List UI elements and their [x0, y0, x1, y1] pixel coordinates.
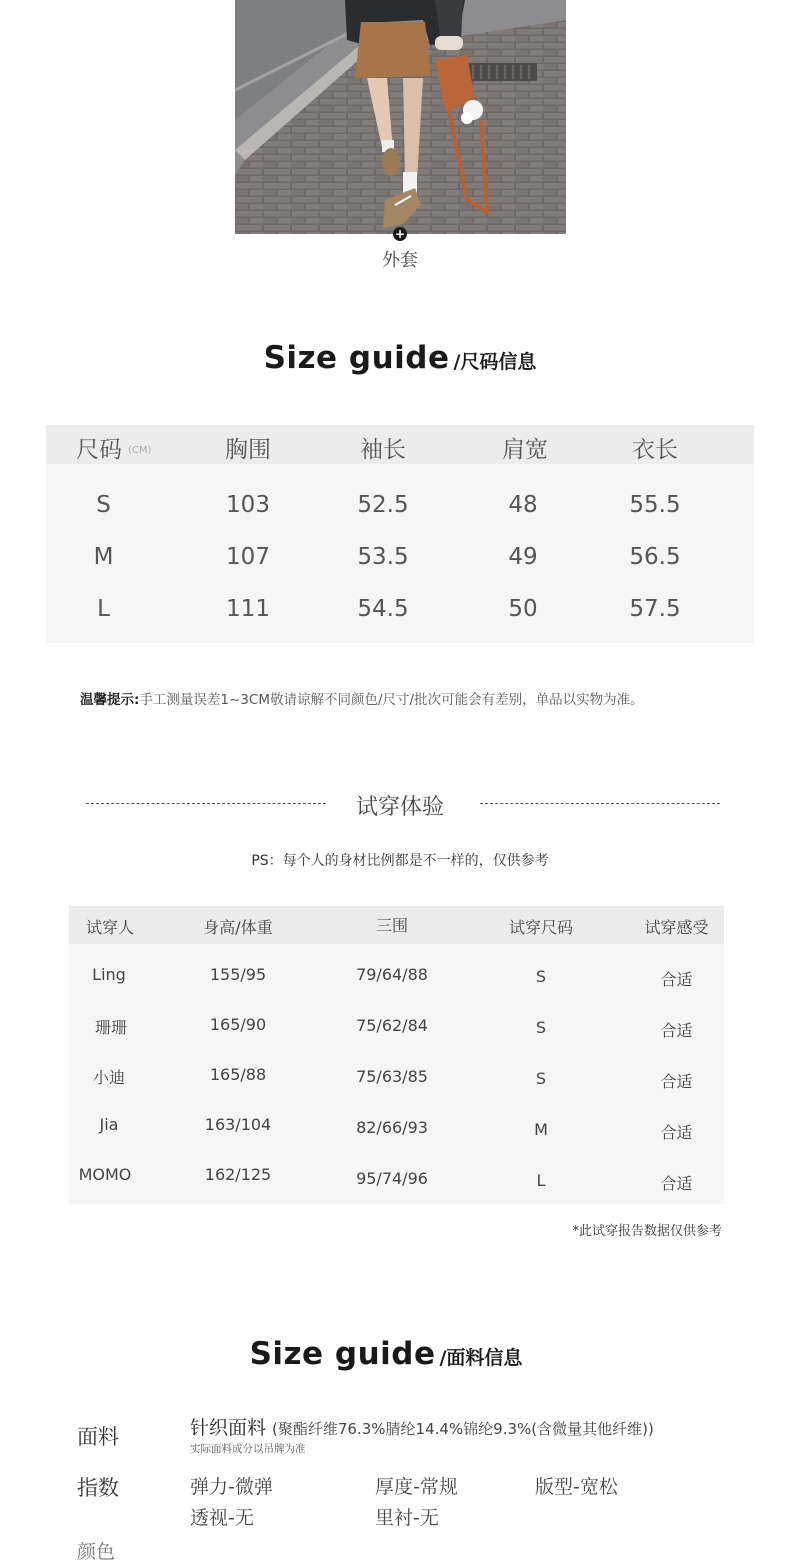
table-cell: 49 [508, 544, 538, 570]
table-cell: 55.5 [629, 492, 681, 518]
tryon-header-person: 试穿人 [85, 918, 134, 937]
table-cell: 111 [226, 596, 270, 622]
fabric-name: 针织面料 [190, 1417, 267, 1439]
tryon-table [69, 906, 724, 1204]
fabric-label: 面料 [77, 1425, 119, 1449]
fabric-name-row [190, 1413, 654, 1440]
table-cell: 75/63/85 [356, 1067, 428, 1086]
table-cell: Ling [92, 965, 126, 984]
table-cell: M [93, 544, 114, 570]
unit-label: (CM) [128, 445, 152, 456]
table-cell: S [535, 1069, 547, 1088]
size-guide-title-big: Size guide [263, 340, 450, 376]
plus-icon[interactable]: + [394, 227, 406, 241]
tryon-header-feel: 试穿感受 [644, 918, 709, 937]
fabric-composition: (聚酯纤维76.3%腈纶14.4%锦纶9.3%(含微量其他纤维)) [272, 1420, 654, 1438]
size-chart-header-size [76, 431, 196, 464]
size-chart-header-shoulder: 肩宽 [502, 437, 548, 463]
table-cell: 155/95 [209, 965, 267, 984]
table-cell: 79/64/88 [356, 965, 428, 984]
table-cell: L [97, 596, 110, 622]
table-cell: 珊珊 [94, 1018, 127, 1037]
table-cell: 103 [226, 492, 270, 518]
table-cell: 56.5 [629, 544, 681, 570]
table-cell: 48 [508, 492, 538, 518]
table-cell: 合适 [660, 1072, 693, 1091]
table-cell: S [535, 1018, 547, 1037]
fabric-note: 实际面料成分以吊牌为准 [190, 1443, 306, 1455]
tryon-header-measurements: 三围 [375, 916, 408, 935]
tryon-note: PS：每个人的身材比例都是不一样的，仅供参考 [251, 853, 549, 869]
index-lining: 里衬-无 [375, 1507, 439, 1529]
table-cell: 165/90 [209, 1015, 267, 1034]
index-fit: 版型-宽松 [535, 1476, 618, 1498]
index-thickness: 厚度-常规 [375, 1476, 458, 1498]
tryon-footnote: *此试穿报告数据仅供参考 [572, 1224, 722, 1239]
table-cell: 163/104 [204, 1115, 272, 1134]
tryon-header-size: 试穿尺码 [508, 918, 573, 937]
table-cell: 合适 [660, 1123, 693, 1142]
size-guide-title [0, 340, 800, 376]
table-cell: 165/88 [209, 1065, 267, 1084]
divider-right [480, 803, 720, 804]
table-cell: 95/74/96 [356, 1169, 428, 1188]
table-cell: 75/62/84 [356, 1016, 428, 1035]
table-cell: 54.5 [357, 596, 409, 622]
table-cell: S [96, 492, 111, 518]
table-cell: 52.5 [357, 492, 409, 518]
table-cell: 50 [508, 596, 538, 622]
tryon-header-height-weight: 身高/体重 [203, 918, 273, 937]
warm-tip [80, 688, 644, 708]
product-photo [235, 0, 566, 234]
warm-tip-label: 温馨提示: [80, 692, 140, 708]
table-cell: Jia [99, 1115, 119, 1134]
fabric-title [0, 1336, 786, 1372]
size-guide-title-small: /尺码信息 [453, 351, 537, 373]
size-header-label: 尺码 [76, 437, 122, 463]
table-cell: 53.5 [357, 544, 409, 570]
index-elasticity: 弹力-微弹 [190, 1476, 273, 1498]
table-cell: 162/125 [204, 1165, 272, 1184]
photo-caption: 外套 [382, 250, 418, 271]
tryon-title: 试穿体验 [355, 795, 444, 820]
fabric-title-small: /面料信息 [439, 1347, 523, 1369]
table-cell: 57.5 [629, 596, 681, 622]
size-chart-header-chest: 胸围 [225, 437, 271, 463]
table-cell: 合适 [660, 970, 693, 989]
table-cell: S [535, 967, 547, 986]
table-cell: 合适 [660, 1021, 693, 1040]
size-chart-header-length: 衣长 [632, 437, 678, 463]
warm-tip-text: 手工测量误差1~3CM敬请谅解不同颜色/尺寸/批次可能会有差别，单品以实物为准。 [139, 692, 644, 708]
table-cell: L [536, 1171, 546, 1190]
table-cell: 小迪 [92, 1068, 125, 1087]
table-cell: M [534, 1120, 548, 1139]
table-cell: 合适 [660, 1174, 693, 1193]
index-transparency: 透视-无 [190, 1507, 254, 1529]
table-cell: 82/66/93 [356, 1118, 428, 1137]
fabric-title-big: Size guide [249, 1336, 436, 1372]
size-chart [46, 425, 754, 643]
size-chart-header-sleeve: 袖长 [360, 437, 406, 463]
table-cell: 107 [226, 544, 270, 570]
index-label: 指数 [77, 1476, 119, 1500]
color-label: 颜色 [77, 1541, 116, 1563]
table-cell: MOMO [78, 1165, 132, 1184]
